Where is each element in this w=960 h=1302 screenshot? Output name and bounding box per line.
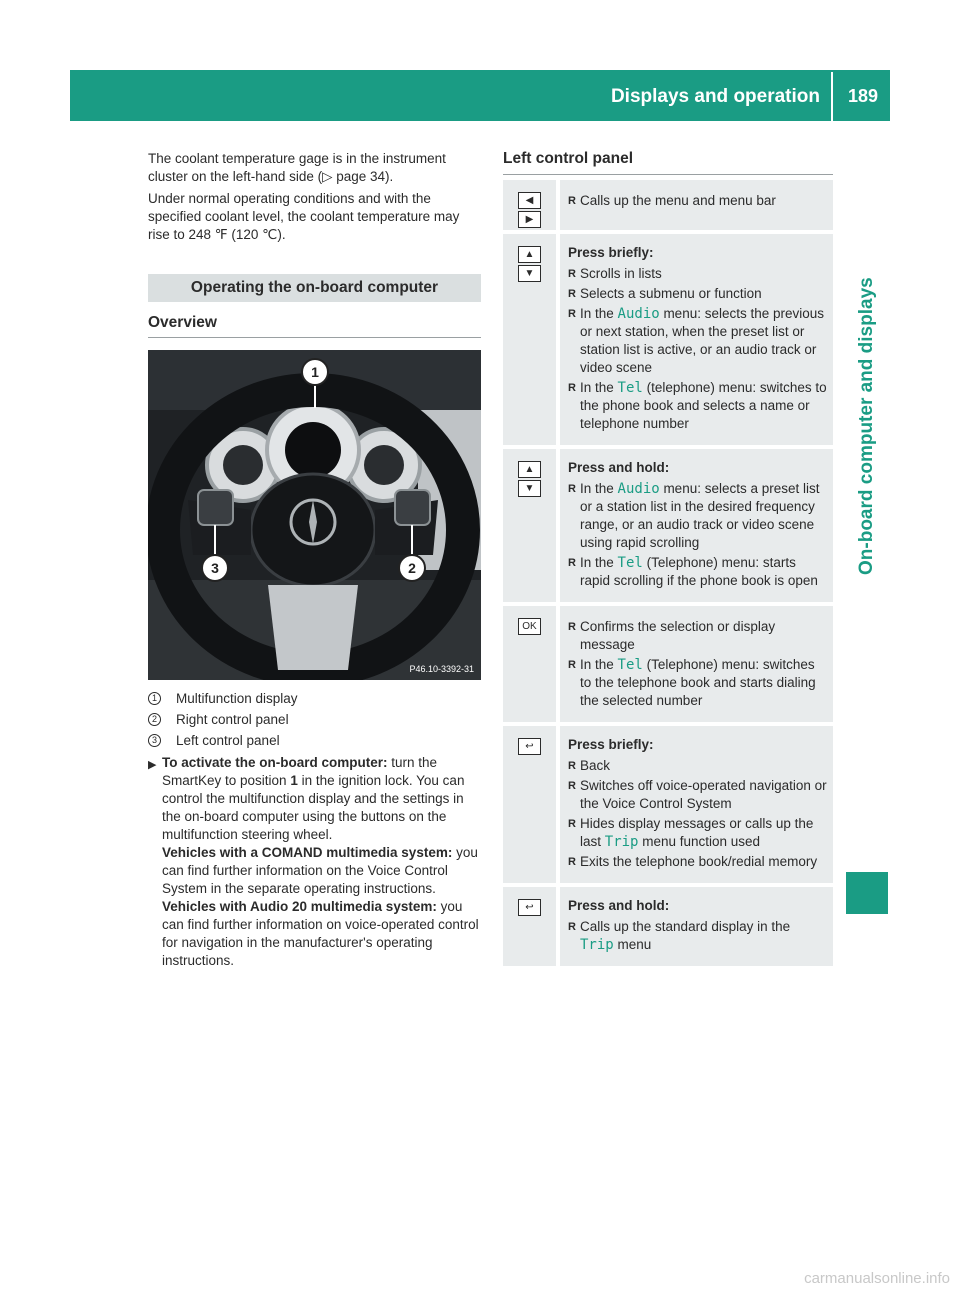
side-chapter-marker — [846, 872, 888, 914]
function-list — [568, 618, 827, 710]
menu-name: Tel — [617, 380, 643, 396]
press-type-title: Press and hold: — [568, 898, 670, 913]
function-list — [568, 192, 827, 210]
ok-button-icon: OK — [518, 618, 541, 635]
callout-1: 1 — [311, 364, 319, 380]
control-table-row — [503, 232, 833, 447]
audio-lead: Vehicles with Audio 20 multimedia system: — [162, 899, 437, 914]
press-type-title: Press and hold: — [568, 460, 670, 475]
button-cell — [503, 447, 558, 604]
step-body — [162, 754, 481, 970]
back-button-icon: ↩ — [518, 899, 541, 916]
ignition-position: 1 — [290, 773, 298, 788]
function-cell — [558, 232, 833, 447]
audio-note — [162, 898, 481, 970]
function-item: R Scrolls in lists — [568, 265, 827, 283]
coolant-temperature-paragraph: Under normal operating conditions and with the specified coolant level, the coolant temperature may rise to 248 ℉ (120 ℃). — [148, 191, 460, 242]
function-item: R Selects a submenu or function — [568, 285, 827, 303]
coolant-gage-paragraph: The coolant temperature gage is in the instrument cluster on the left-hand side (▷ page 34). — [148, 151, 446, 184]
audio-text: you can find further information on voice-operated control for navigation in the manufacturer's operating instructions. — [162, 899, 479, 968]
menu-name: Audio — [617, 306, 660, 322]
section-title: Operating the on-board computer — [148, 274, 481, 302]
press-type-title: Press briefly: — [568, 245, 654, 260]
side-chapter-label: On-board computer and displays — [856, 277, 877, 575]
button-cell — [503, 604, 558, 724]
left-arrow-button-icon: ◀ — [518, 192, 541, 209]
legend-number: 2 — [148, 713, 161, 726]
steering-wheel-photo — [148, 350, 481, 680]
step-lead: To activate the on-board computer: — [162, 755, 388, 770]
page-number: 189 — [847, 86, 879, 106]
right-arrow-button-icon: ▶ — [518, 211, 541, 228]
control-table-row — [503, 885, 833, 968]
function-list — [568, 918, 827, 954]
legend-number: 1 — [148, 692, 161, 705]
function-item: R Confirms the selection or display message — [568, 618, 827, 654]
legend-label: Left control panel — [176, 732, 280, 748]
legend-number: 3 — [148, 734, 161, 747]
photo-code: P46.10-3392-31 — [409, 664, 474, 674]
menu-name: Tel — [617, 657, 643, 673]
menu-name: Audio — [617, 481, 660, 497]
function-cell — [558, 447, 833, 604]
header-divider — [831, 72, 833, 121]
legend-label: Multifunction display — [176, 690, 298, 706]
button-cell — [503, 180, 558, 232]
function-cell — [558, 180, 833, 232]
function-cell — [558, 604, 833, 724]
watermark-footer: carmanualsonline.info — [804, 1270, 950, 1287]
function-cell — [558, 724, 833, 885]
step-rest: in the ignition lock. You can control the multifunction display and the settings in the on-board computer using the buttons on the multifunction steering wheel. — [162, 773, 465, 842]
control-table-row — [503, 724, 833, 885]
step-marker: ▶ — [148, 759, 157, 771]
comand-note — [162, 844, 481, 898]
function-item: R In the Audio menu: selects a preset list or a station list in the desired frequency range, or an audio track or video scene using rapid scrolling — [568, 480, 827, 552]
menu-name: Trip — [604, 834, 639, 850]
menu-name: Tel — [617, 555, 643, 571]
control-table-row — [503, 180, 833, 232]
function-item: R In the Tel (Telephone) menu: starts rapid scrolling if the phone book is open — [568, 554, 827, 590]
activation-step — [148, 754, 481, 970]
legend-item — [148, 688, 481, 709]
comand-lead: Vehicles with a COMAND multimedia system: — [162, 845, 453, 860]
function-item: R Exits the telephone book/redial memory — [568, 853, 827, 871]
callout-2: 2 — [408, 560, 416, 576]
legend-item — [148, 709, 481, 730]
function-item: R Back — [568, 757, 827, 775]
function-item: R Calls up the standard display in the Trip menu — [568, 918, 827, 954]
right-column — [503, 150, 833, 970]
menu-name: Trip — [580, 937, 614, 953]
legend-item — [148, 730, 481, 751]
legend — [148, 688, 481, 751]
press-type-title: Press briefly: — [568, 737, 654, 752]
function-item: R In the Tel (Telephone) menu: switches to the telephone book and starts dialing the selected number — [568, 656, 827, 710]
function-item: R Calls up the menu and menu bar — [568, 192, 827, 210]
function-list — [568, 480, 827, 590]
button-cell — [503, 232, 558, 447]
button-cell — [503, 885, 558, 968]
step-lead-text: turn the SmartKey to position — [162, 755, 438, 788]
overview-heading: Overview — [148, 314, 481, 338]
down-arrow-button-icon: ▼ — [518, 480, 541, 497]
function-list — [568, 265, 827, 433]
down-arrow-button-icon: ▼ — [518, 265, 541, 282]
up-arrow-button-icon: ▲ — [518, 461, 541, 478]
up-arrow-button-icon: ▲ — [518, 246, 541, 263]
steering-wheel-illustration — [148, 350, 481, 680]
function-item: R Hides display messages or calls up the last Trip menu function used — [568, 815, 827, 851]
callout-3: 3 — [211, 560, 219, 576]
control-table-row — [503, 604, 833, 724]
left-control-panel-heading: Left control panel — [503, 150, 833, 175]
control-table — [503, 180, 833, 970]
function-item: R In the Tel (telephone) menu: switches to the phone book and selects a name or telephone number — [568, 379, 827, 433]
legend-label: Right control panel — [176, 711, 289, 727]
control-table-row — [503, 447, 833, 604]
left-column — [148, 150, 481, 970]
function-cell — [558, 885, 833, 968]
back-button-icon: ↩ — [518, 738, 541, 755]
comand-text: you can find further information on the Voice Control System in the separate operating instructions. — [162, 845, 478, 896]
function-list — [568, 757, 827, 871]
button-cell — [503, 724, 558, 885]
function-item: R In the Audio menu: selects the previous or next station, when the preset list or station list is active, or an audio track or video scene — [568, 305, 827, 377]
function-item: R Switches off voice-operated navigation or the Voice Control System — [568, 777, 827, 813]
running-header-title: Displays and operation — [610, 86, 820, 107]
